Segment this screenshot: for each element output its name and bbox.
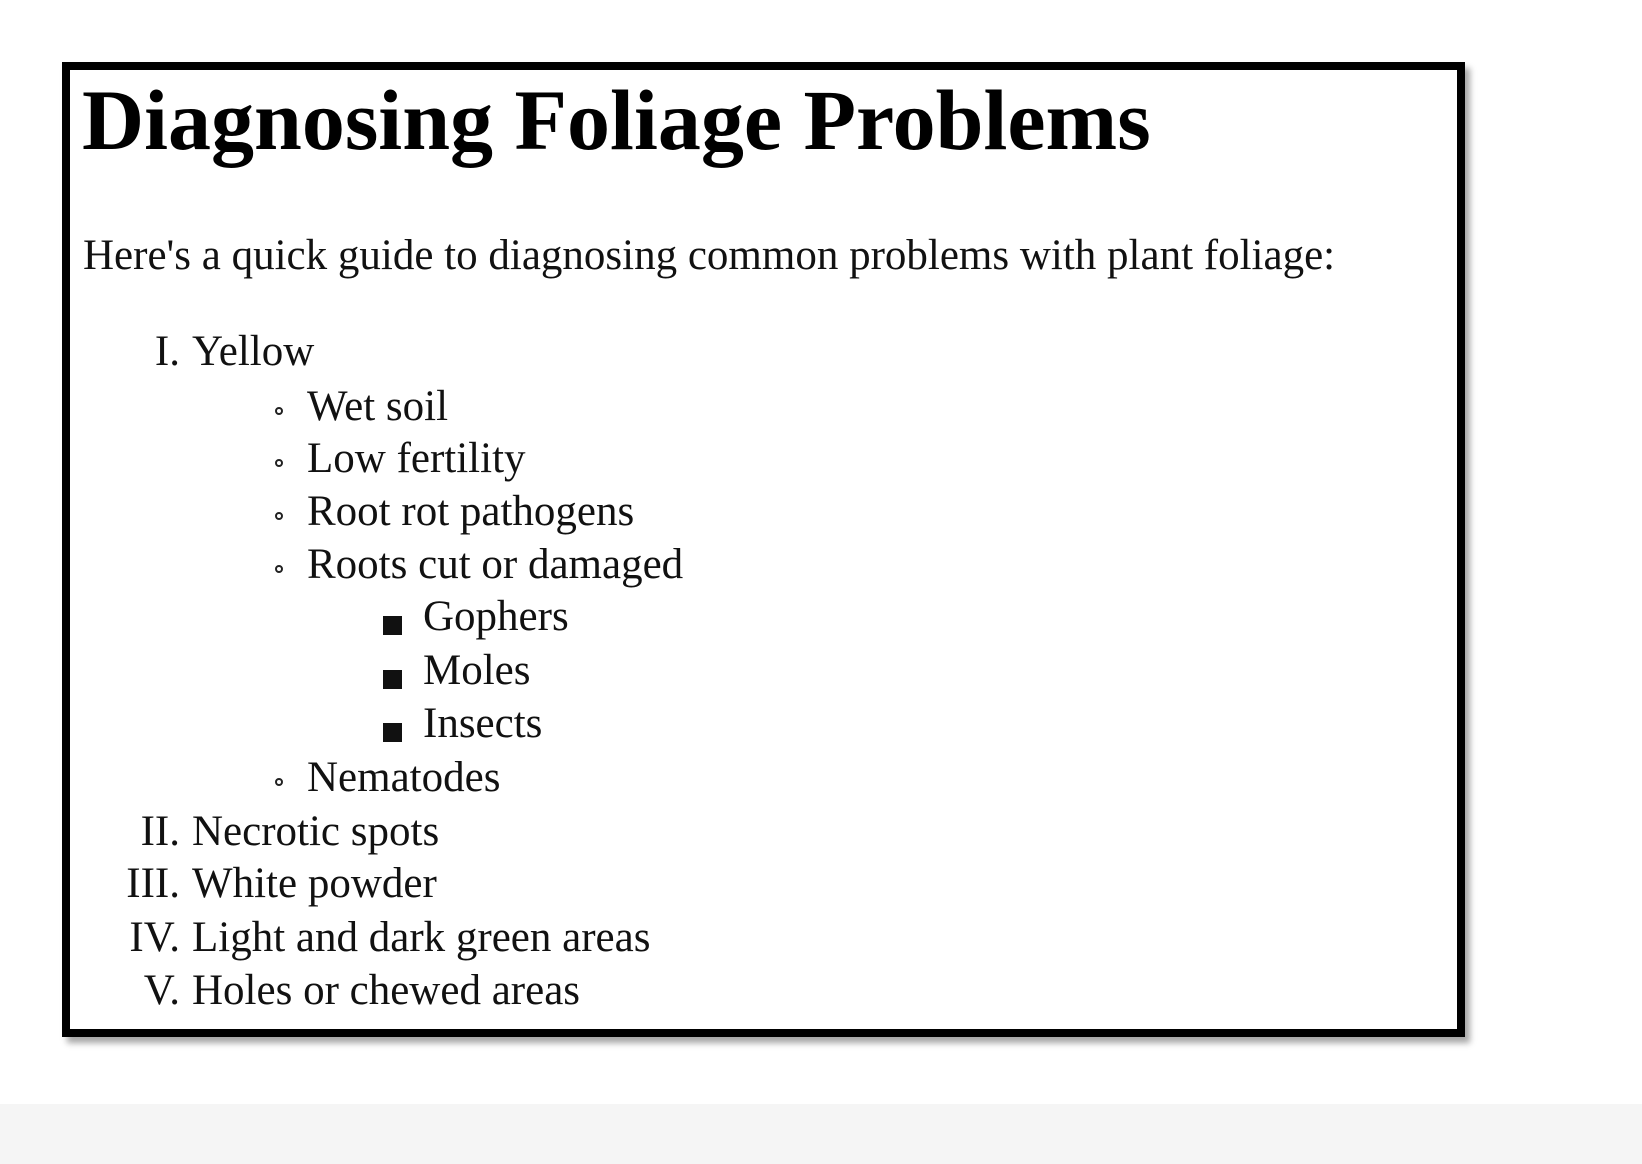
list-item-label: Necrotic spots	[192, 808, 440, 855]
hollow-circle-bullet-icon	[275, 565, 283, 573]
list-item-label: Nematodes	[307, 754, 501, 801]
filled-square-bullet-icon	[383, 670, 402, 689]
roman-numeral: III.	[126, 860, 180, 907]
list-item-label: Light and dark green areas	[192, 914, 651, 961]
hollow-circle-bullet-icon	[275, 512, 283, 520]
list-item-yellow	[154, 326, 315, 378]
list-item-root-rot-pathogens	[307, 486, 634, 538]
list-item-label: Yellow	[192, 328, 315, 375]
list-item-label: Root rot pathogens	[307, 488, 635, 535]
list-item-label: White powder	[192, 860, 437, 907]
hollow-circle-bullet-icon	[275, 778, 283, 786]
document-frame	[62, 62, 1465, 1037]
list-item-necrotic-spots	[140, 806, 440, 858]
list-item-moles	[423, 645, 531, 697]
list-item-insects	[423, 698, 542, 750]
hollow-circle-bullet-icon	[275, 459, 283, 467]
filled-square-bullet-icon	[383, 616, 402, 635]
list-item-wet-soil	[307, 381, 448, 433]
list-item-label: Wet soil	[307, 383, 449, 430]
roman-numeral: I.	[154, 328, 180, 375]
list-item-nematodes	[307, 752, 500, 804]
list-item-label: Holes or chewed areas	[192, 967, 581, 1014]
list-item-label: Gophers	[423, 593, 569, 640]
list-item-label: Low fertility	[307, 435, 526, 482]
roman-numeral: IV.	[129, 914, 180, 961]
roman-numeral: V.	[143, 967, 180, 1014]
list-item-label: Roots cut or damaged	[307, 541, 684, 588]
page-title: Diagnosing Foliage Problems	[82, 72, 1151, 168]
list-item-roots-cut-or-damaged	[307, 539, 683, 591]
list-item-light-and-dark-green-areas	[129, 912, 651, 964]
roman-numeral: II.	[140, 808, 180, 855]
list-item-holes-or-chewed-areas	[143, 965, 581, 1017]
list-item-gophers	[423, 591, 569, 643]
list-item-low-fertility	[307, 433, 526, 485]
list-item-label: Insects	[423, 700, 543, 747]
list-item-white-powder	[126, 858, 437, 910]
page-background-band	[0, 1104, 1642, 1164]
list-item-label: Moles	[423, 647, 531, 694]
intro-paragraph: Here's a quick guide to diagnosing common problems with plant foliage:	[83, 232, 1336, 279]
hollow-circle-bullet-icon	[275, 407, 283, 415]
filled-square-bullet-icon	[383, 723, 402, 742]
